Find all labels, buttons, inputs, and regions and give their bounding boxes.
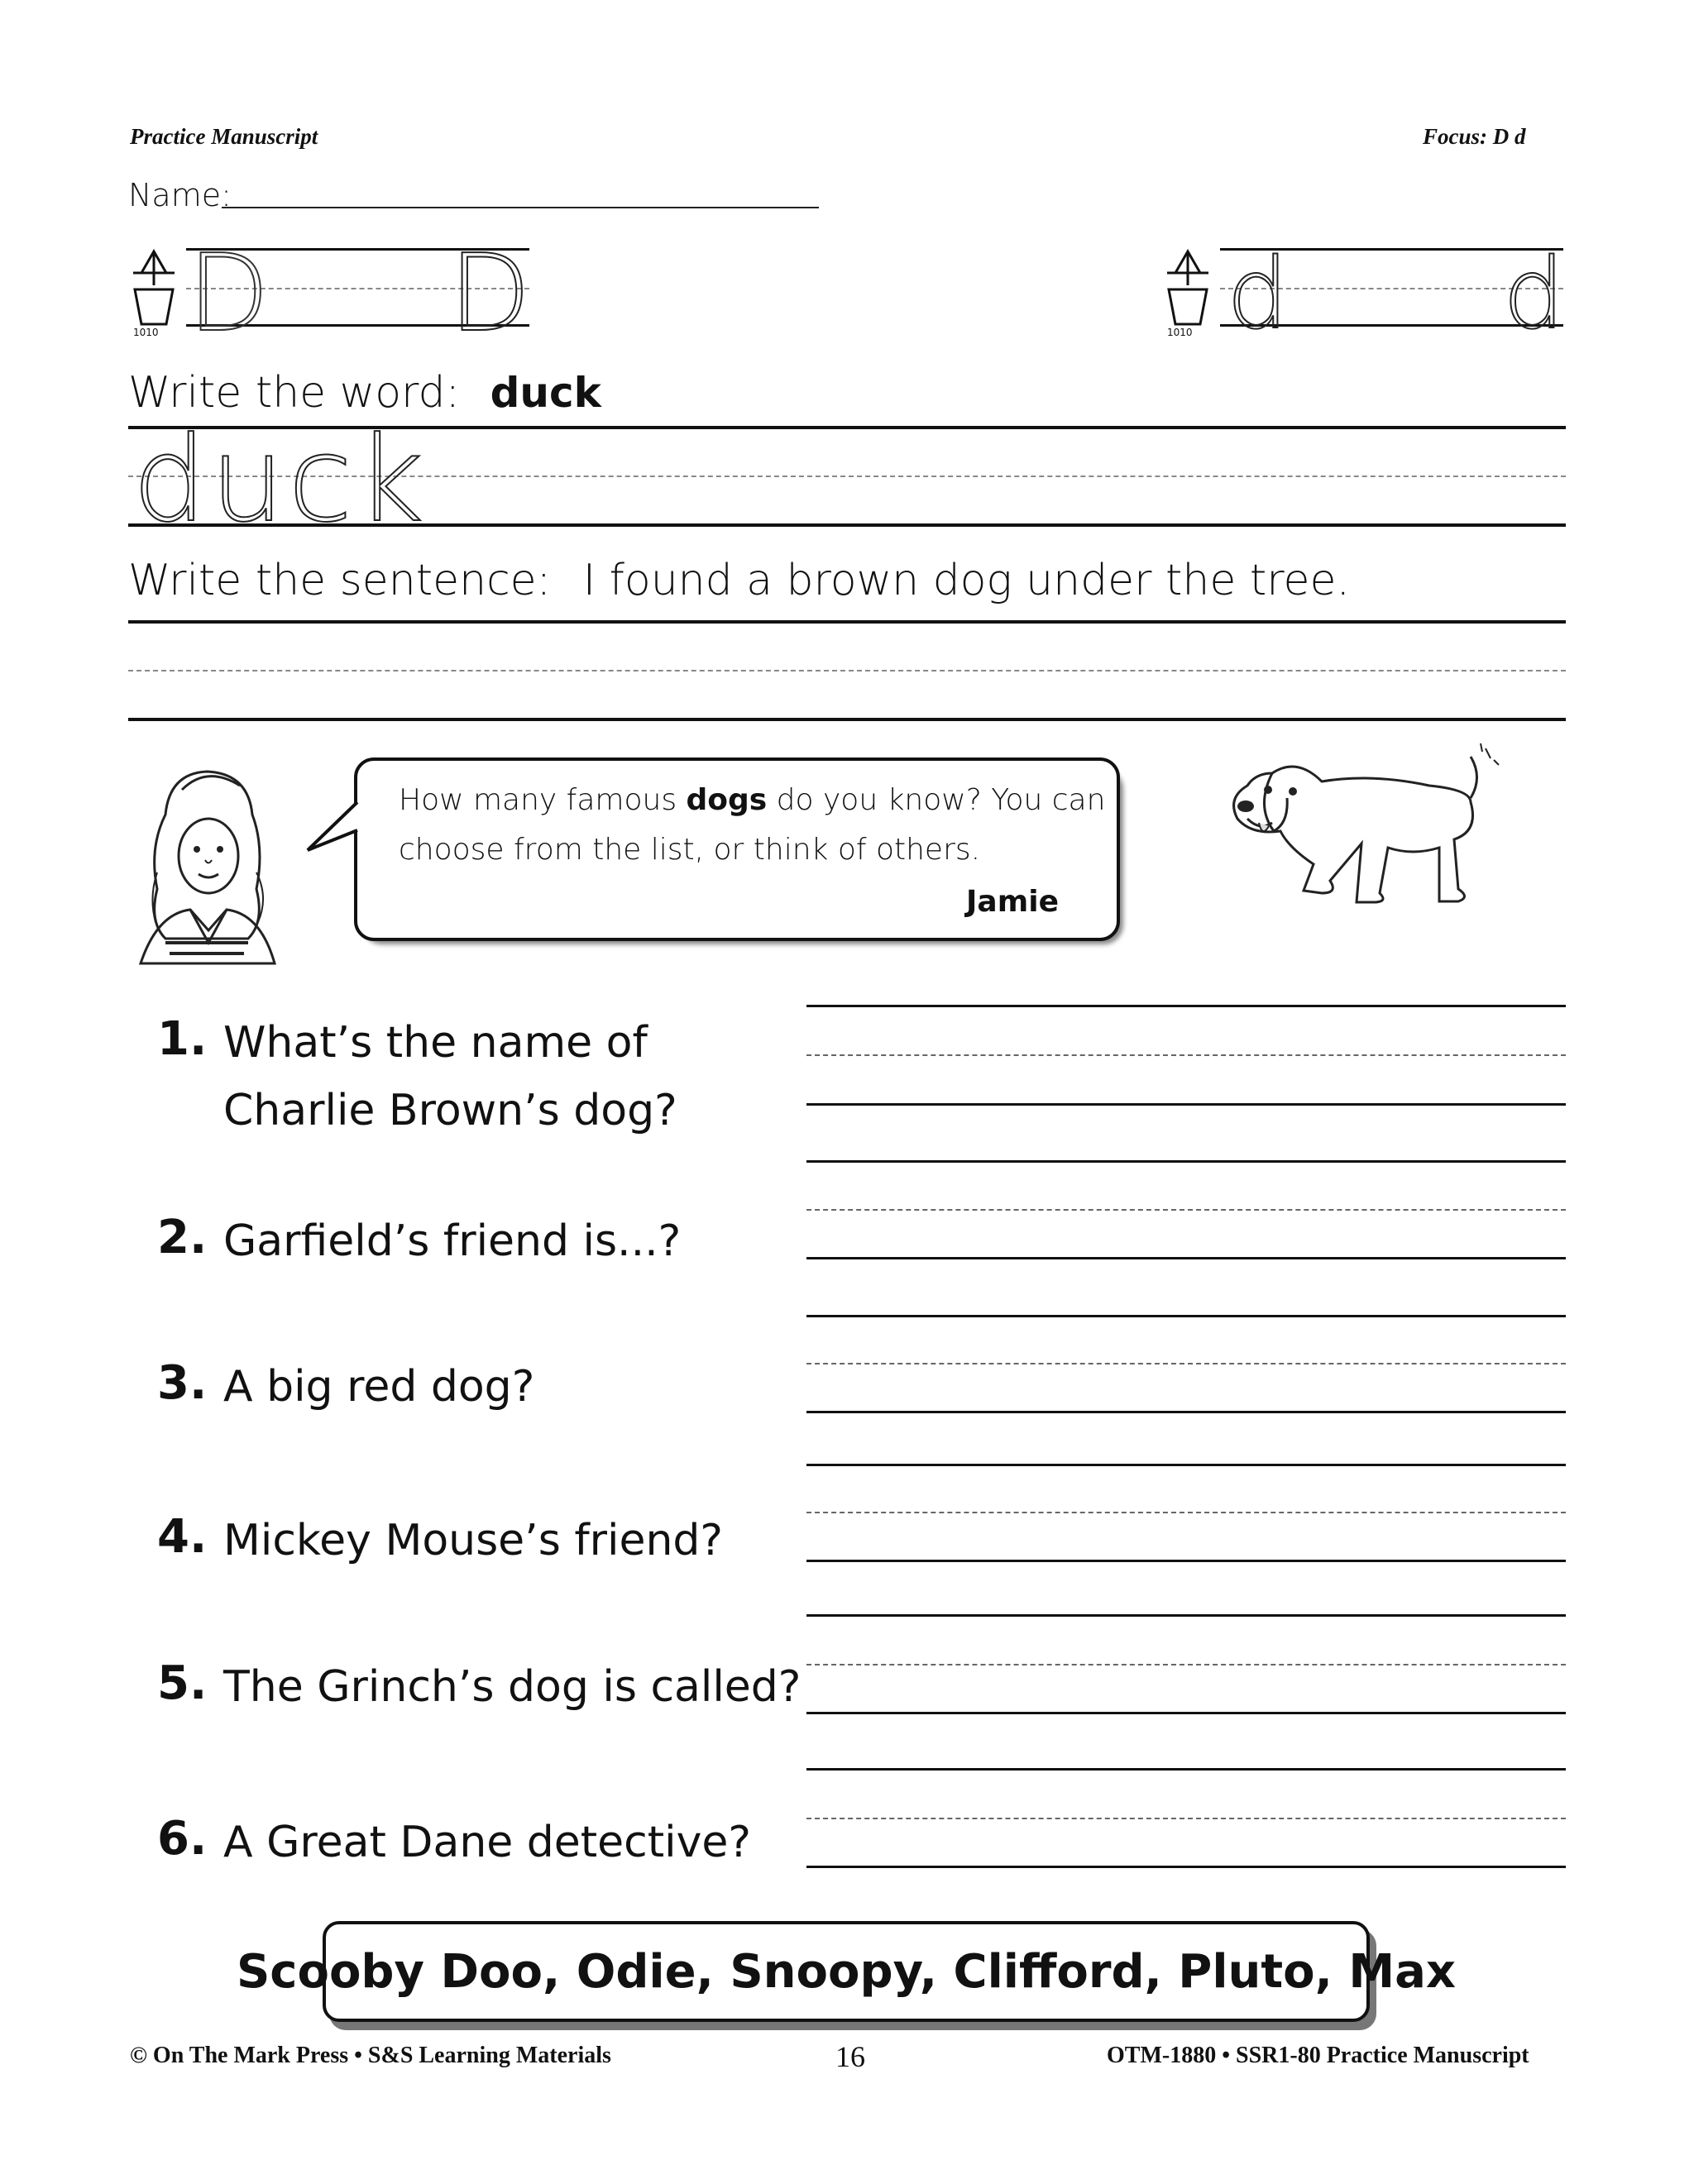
question-5-number: 5. xyxy=(157,1656,208,1710)
answer-field-2[interactable] xyxy=(806,1163,1566,1257)
footer-copyright: © On The Mark Press • S&S Learning Materials xyxy=(130,2043,611,2068)
sentence-writing-area[interactable] xyxy=(128,624,1566,715)
stroke-guide-label: 1010 xyxy=(133,327,159,337)
sentence-prompt-label: Write the sentence: xyxy=(128,556,552,605)
speech-text xyxy=(399,776,1105,875)
question-2-text: Garfield’s friend is...? xyxy=(223,1216,682,1266)
question-6-text: A Great Dane detective? xyxy=(223,1818,751,1867)
trace-letter-lower-1: d xyxy=(1227,237,1289,351)
sentence-prompt xyxy=(128,556,1350,605)
name-label: Name: xyxy=(128,177,232,213)
speech-line-2: choose from the list, or think of others. xyxy=(399,833,981,867)
question-5-text: The Grinch’s dog is called? xyxy=(223,1662,802,1712)
name-line[interactable] xyxy=(222,207,819,208)
question-2-number: 2. xyxy=(157,1211,208,1264)
stroke-guide-label: 1010 xyxy=(1167,327,1193,337)
sentence-base-line xyxy=(128,718,1566,721)
uppercase-practice xyxy=(128,232,531,356)
header-focus: Focus: D d xyxy=(1423,124,1526,149)
answer-field-6[interactable] xyxy=(806,1771,1566,1866)
speech-line-1: How many famous dogs do you know? You can xyxy=(399,783,1106,817)
target-word: duck xyxy=(490,369,601,417)
word-bank xyxy=(236,1921,1457,2022)
question-6-number: 6. xyxy=(157,1812,208,1866)
speech-bubble-tail xyxy=(304,802,362,853)
word-writing-area[interactable] xyxy=(496,430,1563,521)
word-bank-text: Scooby Doo, Odie, Snoopy, Clifford, Pluto, Max xyxy=(236,1944,1457,1999)
answer-field-5[interactable] xyxy=(806,1617,1566,1712)
sentence-top-line xyxy=(128,620,1566,624)
answer-field-3[interactable] xyxy=(806,1317,1566,1411)
page-number: 16 xyxy=(835,2040,865,2073)
question-1-number: 1. xyxy=(157,1012,208,1066)
dog-illustration xyxy=(1223,740,1504,922)
trace-letter-upper-1: D xyxy=(188,232,270,356)
girl-illustration xyxy=(132,765,281,968)
question-3-text: A big red dog? xyxy=(223,1362,535,1412)
question-1-text-line2: Charlie Brown’s dog? xyxy=(223,1086,677,1135)
question-3-number: 3. xyxy=(157,1356,208,1410)
question-1-text: What’s the name of xyxy=(223,1018,648,1068)
answer-field-1[interactable] xyxy=(806,1007,1566,1103)
question-4-number: 4. xyxy=(157,1510,208,1564)
target-sentence: I found a brown dog under the tree. xyxy=(582,556,1350,605)
footer-product-code: OTM-1880 • SSR1-80 Practice Manuscript xyxy=(1107,2043,1529,2068)
answer-field-4[interactable] xyxy=(806,1466,1566,1560)
word-prompt-label: Write the word: xyxy=(128,368,461,418)
trace-letter-upper-2: D xyxy=(449,232,531,356)
question-4-text: Mickey Mouse’s friend? xyxy=(223,1516,724,1565)
speech-bubble xyxy=(354,757,1120,941)
header-title: Practice Manuscript xyxy=(130,124,318,149)
lowercase-practice xyxy=(1162,237,1565,351)
word-prompt xyxy=(128,368,601,418)
trace-letter-lower-2: d xyxy=(1503,237,1565,351)
stroke-guide-icon xyxy=(1162,248,1213,337)
speaker-name: Jamie xyxy=(966,885,1059,919)
stroke-guide-icon xyxy=(128,248,179,337)
trace-word: duck xyxy=(132,412,428,548)
